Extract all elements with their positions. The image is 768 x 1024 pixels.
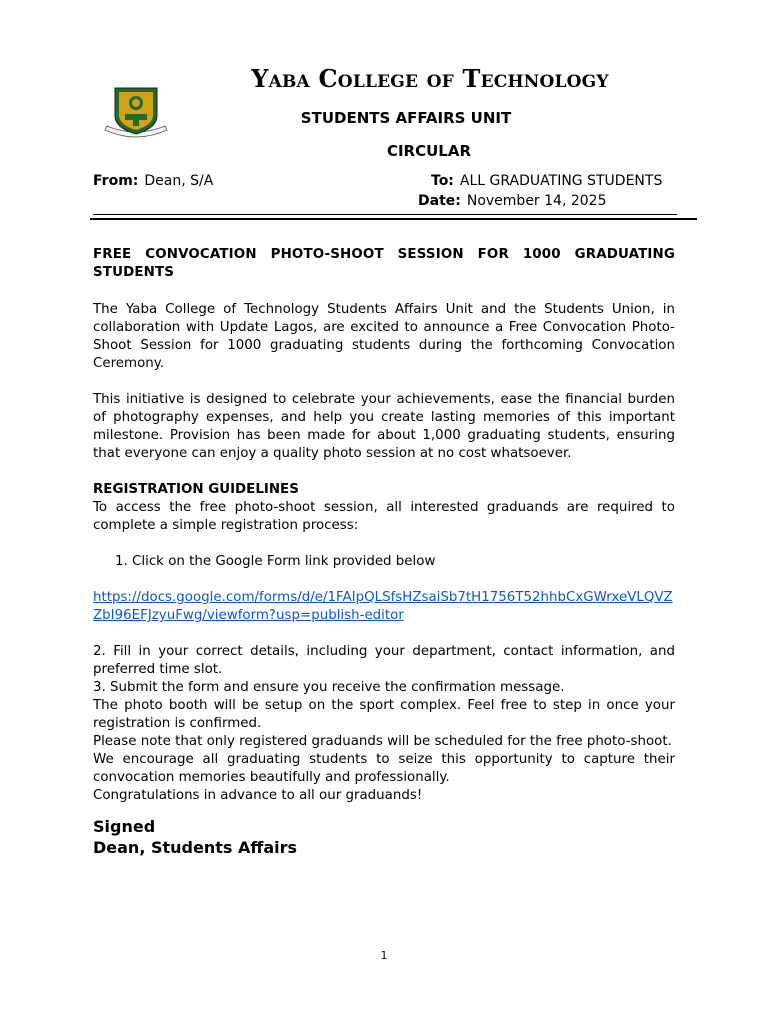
paragraph-intro: The Yaba College of Technology Students Affairs Unit and the Students Union, in collaboration with Update Lagos, are excited to announce a Free Convocation Photo-Shoot Session for 1000 graduating students during the forthcoming Convocation Ceremony. (93, 302, 675, 371)
from-value: Dean, S/A (144, 173, 214, 189)
step-3: 3. Submit the form and ensure you receive the confirmation message. (93, 680, 565, 695)
from-line (93, 173, 213, 189)
date-label: Date: (418, 193, 461, 209)
photo-booth-note: The photo booth will be setup on the sport complex. Feel free to step in once your registration is confirmed. (93, 698, 675, 731)
encouragement: We encourage all graduating students to seize this opportunity to capture their convocation memories beautifully and professionally. (93, 752, 675, 785)
step-1: 1. Click on the Google Form link provided below (115, 554, 436, 569)
page-number: 1 (380, 949, 388, 962)
registration-note: Please note that only registered graduands will be scheduled for the free photo-shoot. (93, 734, 672, 749)
header-rule-thick (90, 218, 697, 220)
google-form-link[interactable]: https://docs.google.com/forms/d/e/1FAIpQLSfsHZsaiSb7tH1756T52hhbCxGWrxeVLQVZZbI96EFJzyuFwg/viewform?usp=publish-editor (93, 590, 673, 623)
signatory-title: Dean, Students Affairs (93, 838, 298, 857)
from-label: From: (93, 173, 139, 189)
to-label: To: (431, 173, 454, 189)
signature-block (93, 816, 297, 858)
registration-heading: REGISTRATION GUIDELINES (93, 482, 299, 497)
headline: FREE CONVOCATION PHOTO-SHOOT SESSION FOR 1000 GRADUATING STUDENTS (93, 247, 675, 280)
paragraph-initiative: This initiative is designed to celebrate your achievements, ease the financial burden of photography expenses, and help you create lasting memories of this important milestone. Provision has been made for about 1,000 graduating students, ensuring that everyone can enjoy a quality photo session at no cost whatsoever. (93, 392, 675, 461)
signed-label: Signed (93, 817, 156, 836)
header-rule-thin (93, 214, 677, 215)
to-value: ALL GRADUATING STUDENTS (459, 173, 663, 189)
college-name: Yaba College of Technology (251, 64, 609, 93)
google-form-link-wrapper (93, 589, 675, 625)
registration-intro: To access the free photo-shoot session, all interested graduands are required to complete a simple registration process: (93, 500, 675, 533)
congratulations: Congratulations in advance to all our graduands! (93, 788, 423, 803)
document-type: CIRCULAR (386, 142, 472, 160)
unit-name: STUDENTS AFFAIRS UNIT (300, 109, 512, 127)
date-line (418, 193, 606, 209)
step-2: 2. Fill in your correct details, including your department, contact information, and preferred time slot. (93, 644, 675, 677)
date-value: November 14, 2025 (466, 193, 607, 209)
circular-body (93, 246, 675, 805)
to-line (431, 173, 662, 189)
